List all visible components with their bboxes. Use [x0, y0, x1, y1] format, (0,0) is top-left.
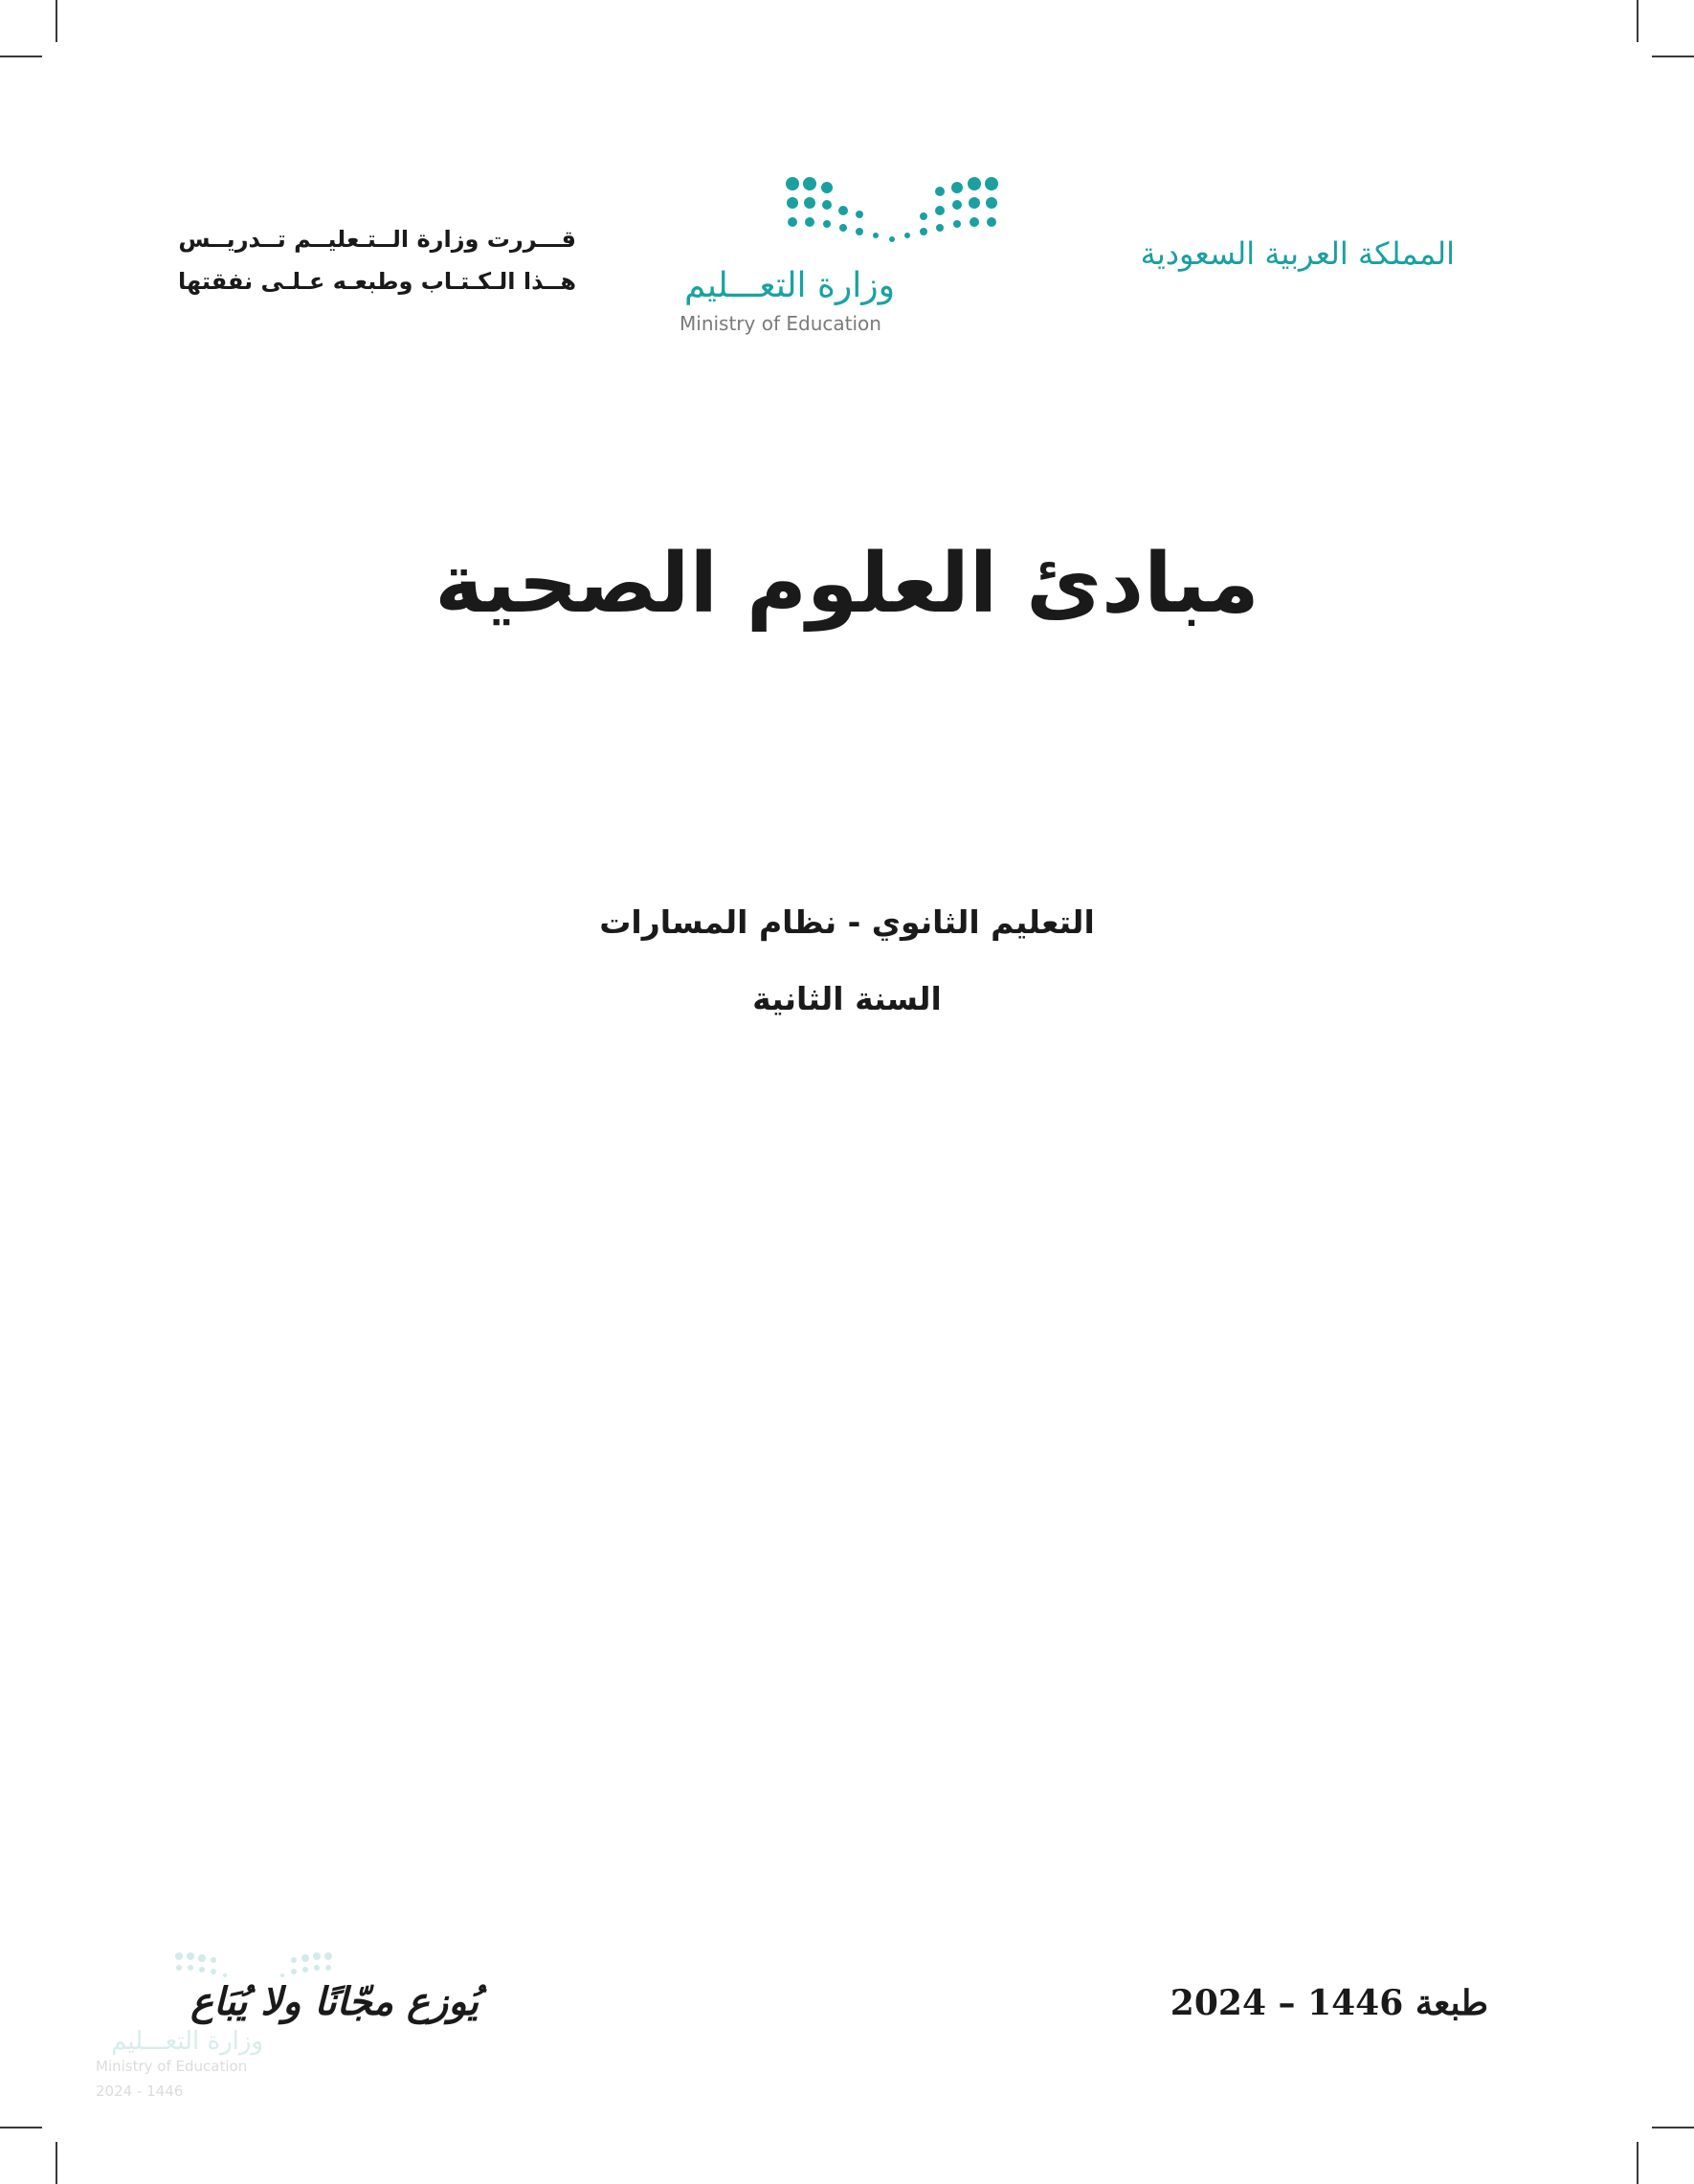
watermark-year: 2024 - 1446 — [96, 2083, 184, 2100]
crop-mark-top-left-h — [0, 56, 42, 57]
moe-name-arabic: وزارة التعـــليم — [683, 266, 895, 305]
free-distribution-note: يُوزع مجّانًا ولا يُبَاع — [190, 1979, 479, 2024]
book-title: مبادئ العلوم الصحية — [435, 536, 1259, 632]
book-year: السنة الثانية — [752, 980, 942, 1017]
watermark-name-arabic: وزارة التعـــليم — [111, 2027, 263, 2056]
crop-mark-top-right-v — [1637, 0, 1638, 42]
kingdom-label: المملكة العربية السعودية — [1140, 235, 1455, 272]
edition-label: طبعة 1446 – 2024 — [1170, 1983, 1488, 2023]
crop-mark-bottom-left-v — [56, 2142, 57, 2184]
crop-mark-top-left-v — [56, 0, 57, 42]
watermark-name-english: Ministry of Education — [96, 2058, 248, 2075]
moe-name-english: Ministry of Education — [680, 312, 881, 335]
crop-mark-bottom-right-h — [1652, 2127, 1694, 2128]
approval-statement — [177, 218, 576, 302]
crop-mark-top-right-h — [1652, 56, 1694, 57]
approval-line-1: قـــررت وزارة الــتـعليــم تــدريــس — [178, 226, 576, 253]
approval-line-2: هــذا الـكـتـاب وطبعـه عـلـى نفقتها — [177, 268, 576, 295]
crop-mark-bottom-left-h — [0, 2127, 42, 2128]
book-subtitle: التعليم الثانوي - نظام المسارات — [599, 903, 1095, 941]
crop-mark-bottom-right-v — [1637, 2142, 1638, 2184]
